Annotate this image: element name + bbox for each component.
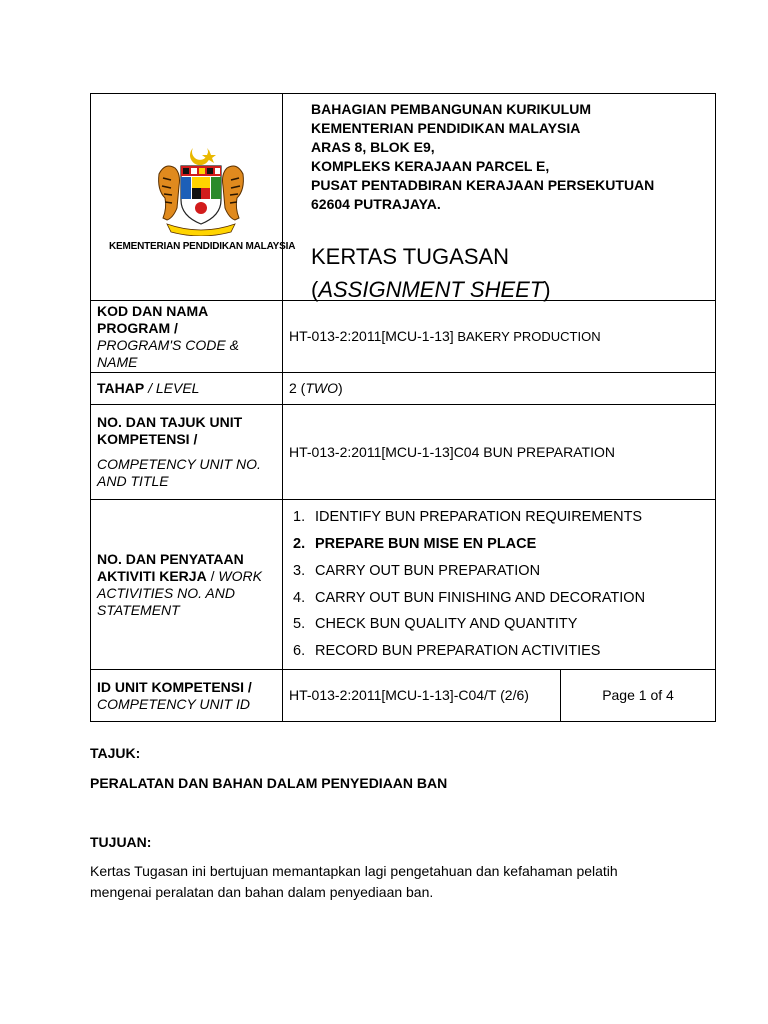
sheet-title xyxy=(311,240,551,306)
assignment-header-table xyxy=(90,93,716,722)
page-number: Page 1 of 4 xyxy=(602,687,674,703)
activities-row xyxy=(91,500,716,670)
activities-label-sep: / xyxy=(206,567,219,584)
activity-number: 2. xyxy=(293,536,306,553)
unit-label-en: COMPETENCY UNIT NO. AND TITLE xyxy=(97,456,261,489)
tujuan-line: mengenai peralatan dan bahan dalam penyediaan ban. xyxy=(90,884,434,900)
title-paren-open: ( xyxy=(311,277,319,302)
level-value-cell xyxy=(283,373,716,405)
sheet-title-en: ASSIGNMENT SHEET xyxy=(318,277,544,302)
activity-text: PREPARE BUN MISE EN PLACE xyxy=(315,536,537,553)
malaysia-coat-of-arms-icon xyxy=(153,144,249,236)
program-row xyxy=(91,301,716,373)
level-value-num: 2 ( xyxy=(289,380,306,396)
program-label-en: PROGRAM'S CODE & NAME xyxy=(97,336,239,370)
activity-text: CARRY OUT BUN PREPARATION xyxy=(315,562,541,579)
level-label-cell xyxy=(91,373,283,405)
address-line: KEMENTERIAN PENDIDIKAN MALAYSIA xyxy=(311,120,581,136)
tujuan-heading: TUJUAN: xyxy=(90,834,152,850)
unit-row xyxy=(91,405,716,500)
activity-number: 3. xyxy=(293,562,306,579)
activities-list-cell xyxy=(283,500,716,670)
list-item xyxy=(289,531,709,558)
address-line: ARAS 8, BLOK E9, xyxy=(311,139,435,155)
activities-label-en-inline: WORK xyxy=(218,567,262,584)
sheet-title-ms: KERTAS TUGASAN xyxy=(311,244,510,269)
activities-label-ms: NO. DAN PENYATAAN AKTIVITI KERJA xyxy=(97,550,244,584)
address-line: 62604 PUTRAJAYA. xyxy=(311,196,441,212)
list-item xyxy=(289,558,709,585)
unit-id-label-en: COMPETENCY UNIT ID xyxy=(97,695,250,712)
list-item xyxy=(289,611,709,638)
activity-number: 6. xyxy=(293,642,306,659)
level-label-ms: TAHAP xyxy=(97,380,145,396)
logo-cell xyxy=(91,94,296,301)
address-line: BAHAGIAN PEMBANGUNAN KURIKULUM xyxy=(311,101,591,117)
unit-label-cell xyxy=(91,405,283,500)
activity-text: RECORD BUN PREPARATION ACTIVITIES xyxy=(315,642,601,659)
list-item xyxy=(289,585,709,612)
list-item xyxy=(289,638,709,665)
unit-id-label-ms: ID UNIT KOMPETENSI / xyxy=(97,678,252,695)
activities-list xyxy=(289,504,709,664)
list-item xyxy=(289,504,709,531)
ministry-caption: KEMENTERIAN PENDIDIKAN MALAYSIA xyxy=(109,241,296,252)
tujuan-line: Kertas Tugasan ini bertujuan memantapkan lagi pengetahuan dan kefahaman pelatih xyxy=(90,863,618,879)
activity-text: IDENTIFY BUN PREPARATION REQUIREMENTS xyxy=(315,509,643,526)
activity-number: 4. xyxy=(293,589,306,606)
unit-id-value: HT-013-2:2011[MCU-1-13]-C04/T (2/6) xyxy=(289,687,529,703)
program-value-cell xyxy=(283,301,716,373)
program-name: BAKERY PRODUCTION xyxy=(453,329,601,344)
level-value-close: ) xyxy=(338,380,343,396)
activity-number: 5. xyxy=(293,616,306,633)
program-label-cell xyxy=(91,301,283,373)
unit-id-value-cell xyxy=(283,670,561,722)
unit-id-label-cell xyxy=(91,670,283,722)
activity-text: CHECK BUN QUALITY AND QUANTITY xyxy=(315,616,578,633)
tajuk-text: PERALATAN DAN BAHAN DALAM PENYEDIAAN BAN xyxy=(90,775,448,791)
activity-number: 1. xyxy=(293,509,306,526)
activity-text: CARRY OUT BUN FINISHING AND DECORATION xyxy=(315,589,646,606)
tujuan-paragraph xyxy=(90,861,618,903)
level-value-word: TWO xyxy=(305,380,338,396)
unit-value-cell xyxy=(283,405,716,500)
activities-label-cell xyxy=(91,500,283,670)
address-line: KOMPLEKS KERAJAAN PARCEL E, xyxy=(311,158,550,174)
unit-id-row xyxy=(91,670,716,722)
unit-value: HT-013-2:2011[MCU-1-13]C04 BUN PREPARATION xyxy=(289,443,615,460)
address-line: PUSAT PENTADBIRAN KERAJAAN PERSEKUTUAN xyxy=(311,177,655,193)
header-row xyxy=(91,94,716,301)
address-cell xyxy=(283,94,716,301)
level-label-en: / LEVEL xyxy=(144,380,200,396)
activities-label-ms-line xyxy=(97,551,276,585)
page-number-cell xyxy=(561,670,716,722)
program-code: HT-013-2:2011[MCU-1-13] xyxy=(289,328,454,344)
sheet-title-en-line xyxy=(311,273,551,306)
ministry-address xyxy=(311,100,709,214)
activities-label-en: ACTIVITIES NO. AND STATEMENT xyxy=(97,584,235,618)
title-paren-close: ) xyxy=(543,277,551,302)
level-row xyxy=(91,373,716,405)
tajuk-heading: TAJUK: xyxy=(90,745,141,761)
unit-label-ms: NO. DAN TAJUK UNIT KOMPETENSI / xyxy=(97,414,243,447)
program-label-ms: KOD DAN NAMA PROGRAM / xyxy=(97,302,208,336)
